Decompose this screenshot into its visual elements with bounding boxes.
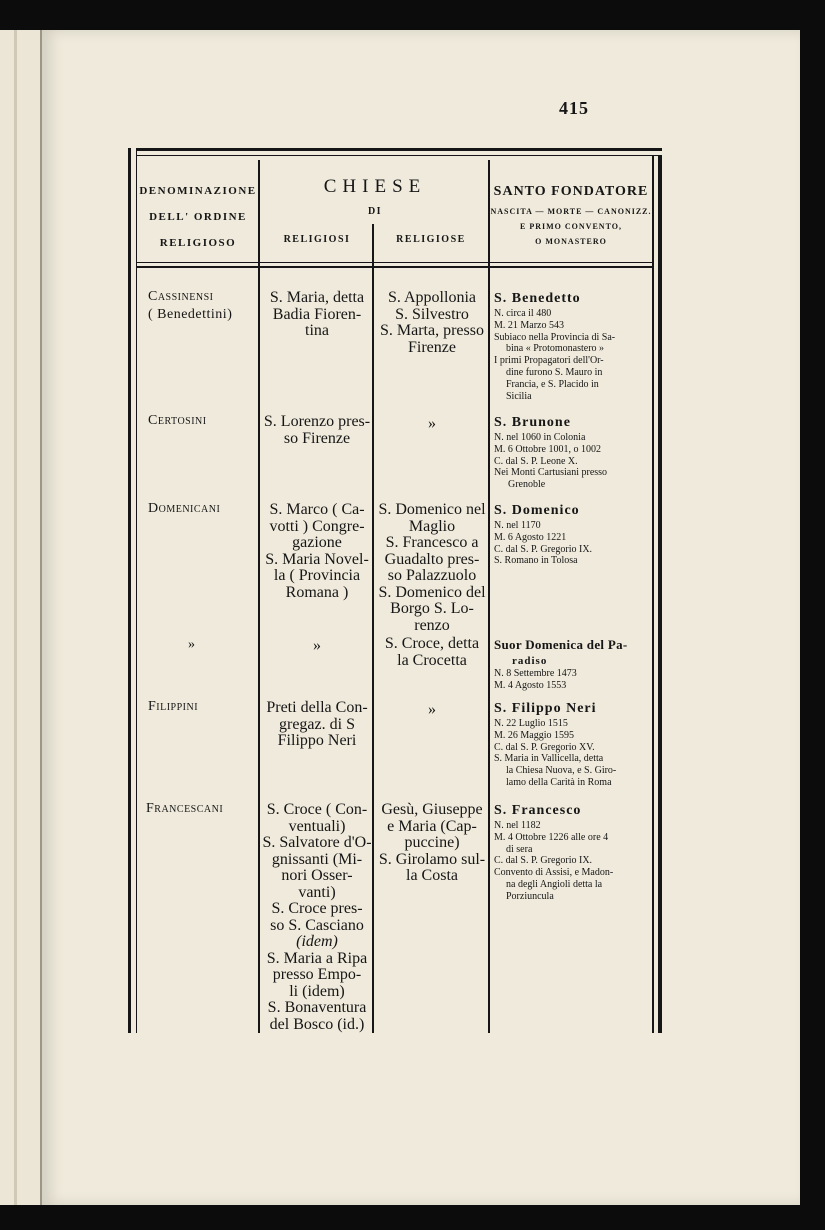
detail-line: M. 4 Ottobre 1226 alle ore 4 (494, 831, 609, 843)
church-line: Guadalto pres- (384, 550, 480, 568)
detail-line: M. 26 Maggio 1595 (494, 729, 574, 741)
header-di: DI (367, 206, 383, 217)
detail-line: N. 8 Settembre 1473 (494, 668, 577, 679)
page-stack-edge (14, 30, 17, 1205)
order-line: Francescani (146, 801, 224, 816)
column-divider-2 (372, 224, 374, 1033)
founder-details (494, 308, 615, 402)
header-religiosi: RELIGIOSI (283, 234, 351, 245)
detail-line: M. 6 Ottobre 1001, o 1002 (494, 443, 601, 455)
detail-line: Subiaco nella Provincia di Sa- (494, 331, 616, 343)
church-line: la Crocetta (397, 651, 467, 669)
order-name (148, 412, 207, 430)
religiose-churches (376, 702, 488, 719)
detail-line: C. dal S. P. Leone X. (494, 455, 578, 467)
detail-line: C. dal S. P. Gregorio IX. (494, 855, 593, 867)
detail-line: Grenoble (508, 479, 546, 491)
order-name (148, 500, 220, 518)
founder-cell (494, 290, 615, 402)
church-line: Borgo S. Lo- (390, 600, 474, 617)
table-right-border (658, 155, 662, 1033)
detail-line: lamo della Carità in Roma (506, 776, 612, 788)
religiosi-churches (262, 700, 372, 750)
church-line: S. Domenico del (378, 583, 486, 601)
church-line: Romana ) (285, 583, 349, 601)
church-line: (idem) (296, 933, 338, 950)
header-order-line-2: DELL' ORDINE (149, 211, 247, 223)
detail-line: M. 4 Agosto 1553 (494, 679, 567, 691)
religiosi-churches (262, 414, 372, 447)
header-fondatore-sub-1: NASCITA — MORTE — CANONIZZ. (490, 207, 652, 216)
order-line: Domenicani (148, 501, 221, 516)
church-line: S. Maria a Ripa (266, 949, 368, 967)
header-fondatore-sub-2: E PRIMO CONVENTO, (520, 222, 622, 231)
detail-line: Sicilia (506, 390, 532, 402)
order-line: ( Benedettini) (148, 307, 233, 322)
church-line: so Palazzuolo (387, 567, 477, 584)
religiosi-churches (262, 290, 372, 340)
header-fondatore-subtitle (490, 204, 652, 249)
order-line: Cassinensi (148, 289, 214, 304)
founder-cell (494, 700, 616, 789)
religiosi-churches (262, 638, 372, 655)
header-divider-1 (136, 262, 654, 263)
detail-line: na degli Angioli detta la (506, 878, 603, 890)
founder-cell (494, 802, 613, 903)
header-order-column (138, 178, 258, 256)
religiose-churches (376, 502, 488, 634)
religiose-churches (376, 416, 488, 433)
detail-line: di sera (506, 843, 533, 855)
detail-line: Francia, e S. Placido in (506, 378, 599, 390)
order-name (146, 800, 223, 818)
church-line: gregaz. di S (279, 715, 355, 733)
church-line: gazione (292, 534, 342, 551)
church-line: S. Domenico nel (378, 501, 486, 518)
founder-name: S. Benedetto (494, 291, 581, 306)
table-left-border (128, 148, 131, 1033)
founder-name: S. Domenico (494, 503, 580, 518)
column-divider-3 (488, 160, 490, 1033)
detail-line: C. dal S. P. Gregorio IX. (494, 543, 593, 555)
church-line: puccine) (404, 834, 460, 851)
order-name (148, 288, 232, 324)
header-fondatore: SANTO FONDATORE (493, 184, 649, 199)
church-line: votti ) Congre- (269, 517, 365, 535)
column-divider-1 (258, 160, 260, 1033)
detail-line: bina « Protomonastero » (506, 343, 605, 355)
detail-line: N. nel 1060 in Colonia (494, 432, 586, 443)
order-name (148, 698, 198, 716)
founder-details (494, 520, 592, 567)
header-order-line-3: RELIGIOSO (159, 237, 237, 249)
header-fondatore-sub-3: O MONASTERO (535, 237, 607, 246)
religiose-churches (376, 636, 488, 669)
church-line: Filippo Neri (277, 732, 357, 749)
order-line: » (188, 637, 196, 652)
church-line: Firenze (408, 338, 456, 356)
church-line: S. Maria Novel- (265, 550, 369, 568)
church-line: S. Silvestro (395, 305, 469, 323)
church-line: e Maria (Cap- (387, 817, 477, 835)
detail-line: dine furono S. Mauro in (506, 366, 603, 378)
church-line: S. Croce, detta (384, 635, 480, 652)
order-line: Certosini (148, 413, 207, 428)
founder-details (494, 718, 616, 789)
church-line: S. Maria, detta (269, 289, 365, 306)
founder-name-continued: radiso (512, 655, 548, 667)
church-line: S. Francesco a (385, 534, 479, 551)
table-top-border (136, 148, 662, 151)
church-line: Badia Fioren- (272, 305, 362, 323)
table-left-inner-border (136, 148, 137, 1033)
founder-cell (494, 502, 592, 567)
detail-line: N. nel 1182 (494, 820, 541, 831)
founder-details (494, 820, 613, 903)
religiose-churches (376, 802, 488, 885)
page-number: 415 (559, 98, 589, 118)
church-line: S. Salvatore d'O- (262, 834, 372, 851)
church-line: del Bosco (id.) (269, 1015, 365, 1033)
detail-line: la Chiesa Nuova, e S. Giro- (506, 765, 617, 777)
church-line: la Costa (406, 867, 458, 884)
founder-name: S. Brunone (494, 415, 571, 430)
header-divider-2 (136, 266, 654, 268)
church-line: gnissanti (Mi- (271, 850, 363, 868)
church-line: nori Osser- (281, 867, 353, 884)
table-right-inner-border (652, 155, 654, 1033)
order-name (188, 636, 196, 654)
church-line: renzo (414, 616, 450, 634)
church-line: so S. Casciano (270, 916, 364, 934)
religiose-churches (376, 290, 488, 356)
church-line: Preti della Con- (266, 699, 368, 716)
religiosi-churches (262, 502, 372, 601)
detail-line: C. dal S. P. Gregorio XV. (494, 741, 595, 753)
founder-name: S. Francesco (494, 803, 582, 818)
detail-line: S. Maria in Vallicella, detta (494, 753, 604, 765)
church-line: S. Appollonia (387, 289, 476, 306)
religiosi-churches (262, 802, 372, 1033)
detail-line: N. circa il 480 (494, 308, 552, 319)
church-line: tina (305, 322, 329, 339)
detail-line: S. Romano in Tolosa (494, 555, 578, 567)
church-line: Maglio (408, 517, 456, 535)
founder-cell (494, 636, 628, 692)
church-line: S. Marco ( Ca- (269, 501, 365, 518)
church-line: S. Bonaventura (267, 999, 367, 1016)
church-line: S. Croce ( Con- (266, 801, 368, 818)
order-line: Filippini (148, 699, 199, 714)
church-line: S. Croce pres- (271, 900, 363, 917)
church-line: presso Empo- (272, 966, 362, 983)
founder-cell (494, 414, 607, 491)
detail-line: I primi Propagatori dell'Or- (494, 355, 604, 367)
detail-line: M. 6 Agosto 1221 (494, 531, 567, 543)
church-line: vanti) (298, 883, 336, 901)
church-line: ventuali) (288, 817, 346, 835)
header-chiese: CHIESE (323, 176, 427, 197)
church-line: » (428, 701, 436, 718)
founder-details (494, 668, 628, 692)
detail-line: Porziuncula (506, 890, 554, 902)
founder-details (494, 432, 607, 491)
founder-name: S. Filippo Neri (494, 701, 597, 716)
header-order-line-1: DENOMINAZIONE (139, 185, 257, 197)
detail-line: N. 22 Luglio 1515 (494, 718, 568, 729)
church-line: » (428, 415, 436, 432)
church-line: » (313, 637, 321, 654)
church-line: Gesù, Giuseppe (381, 801, 483, 818)
church-line: S. Marta, presso (380, 322, 484, 339)
founder-name: Suor Domenica del Pa- (494, 637, 628, 652)
detail-line: N. nel 1170 (494, 520, 541, 531)
church-line: li (idem) (289, 982, 345, 1000)
church-line: S. Girolamo sul- (378, 850, 486, 868)
table-top-inner-border (136, 155, 662, 156)
church-line: so Firenze (283, 429, 351, 447)
detail-line: M. 21 Marzo 543 (494, 319, 564, 331)
church-line: S. Lorenzo pres- (263, 413, 371, 430)
detail-line: Nei Monti Cartusiani presso (494, 467, 608, 479)
church-line: la ( Provincia (273, 567, 361, 584)
header-religiose: RELIGIOSE (396, 234, 466, 245)
detail-line: Convento di Assisi, e Madon- (494, 867, 614, 879)
